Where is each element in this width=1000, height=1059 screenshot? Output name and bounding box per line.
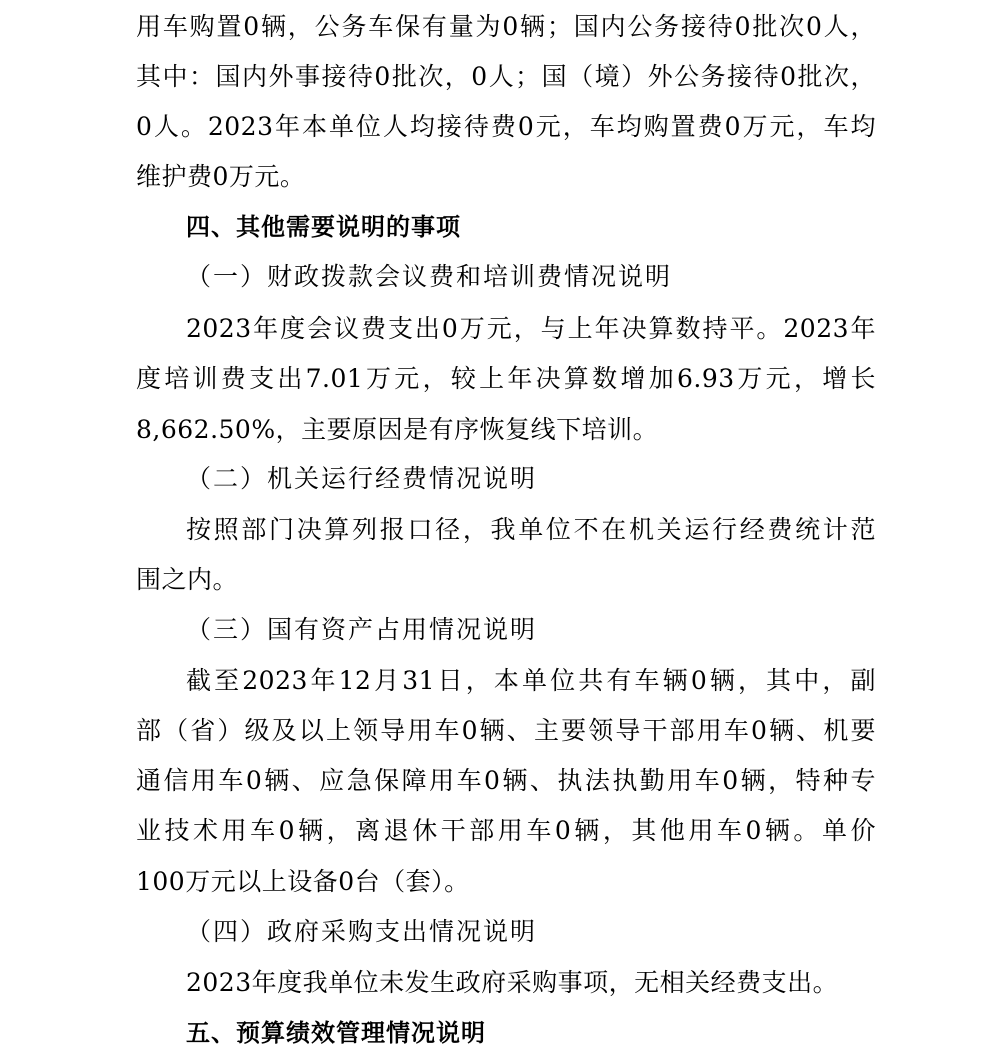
paragraph-line: 业技术用车0辆，离退休干部用车0辆，其他用车0辆。单价	[136, 816, 876, 845]
subsection-heading-2: （二）机关运行经费情况说明	[186, 464, 538, 493]
paragraph-line: 维护费0万元。	[136, 162, 306, 191]
section-heading-4: 四、其他需要说明的事项	[186, 213, 461, 241]
section-heading-5: 五、预算绩效管理情况说明	[186, 1019, 486, 1047]
subsection-heading-1: （一）财政拨款会议费和培训费情况说明	[186, 262, 673, 291]
paragraph-line: 2023年度会议费支出0万元，与上年决算数持平。2023年	[186, 314, 876, 343]
paragraph-line: 度培训费支出7.01万元，较上年决算数增加6.93万元，增长	[136, 364, 876, 393]
paragraph-line: 0人。2023年本单位人均接待费0元，车均购置费0万元，车均	[136, 112, 876, 141]
paragraph-line: 通信用车0辆、应急保障用车0辆、执法执勤用车0辆，特种专	[136, 766, 876, 795]
paragraph-line: 围之内。	[136, 565, 239, 594]
paragraph-line: 100万元以上设备0台（套）。	[136, 867, 470, 896]
paragraph-line: 8,662.50%，主要原因是有序恢复线下培训。	[136, 415, 659, 444]
subsection-heading-4: （四）政府采购支出情况说明	[186, 917, 538, 946]
paragraph-line: 其中：国内外事接待0批次，0人；国（境）外公务接待0批次，	[136, 62, 876, 91]
paragraph-line: 按照部门决算列报口径，我单位不在机关运行经费统计范	[186, 515, 876, 544]
paragraph-line: 用车购置0辆，公务车保有量为0辆；国内公务接待0批次0人，	[136, 12, 876, 41]
paragraph-line: 截至2023年12月31日，本单位共有车辆0辆，其中，副	[186, 666, 876, 695]
paragraph-line: 2023年度我单位未发生政府采购事项，无相关经费支出。	[186, 968, 839, 997]
subsection-heading-3: （三）国有资产占用情况说明	[186, 615, 538, 644]
paragraph-line: 部（省）级及以上领导用车0辆、主要领导干部用车0辆、机要	[136, 716, 876, 745]
